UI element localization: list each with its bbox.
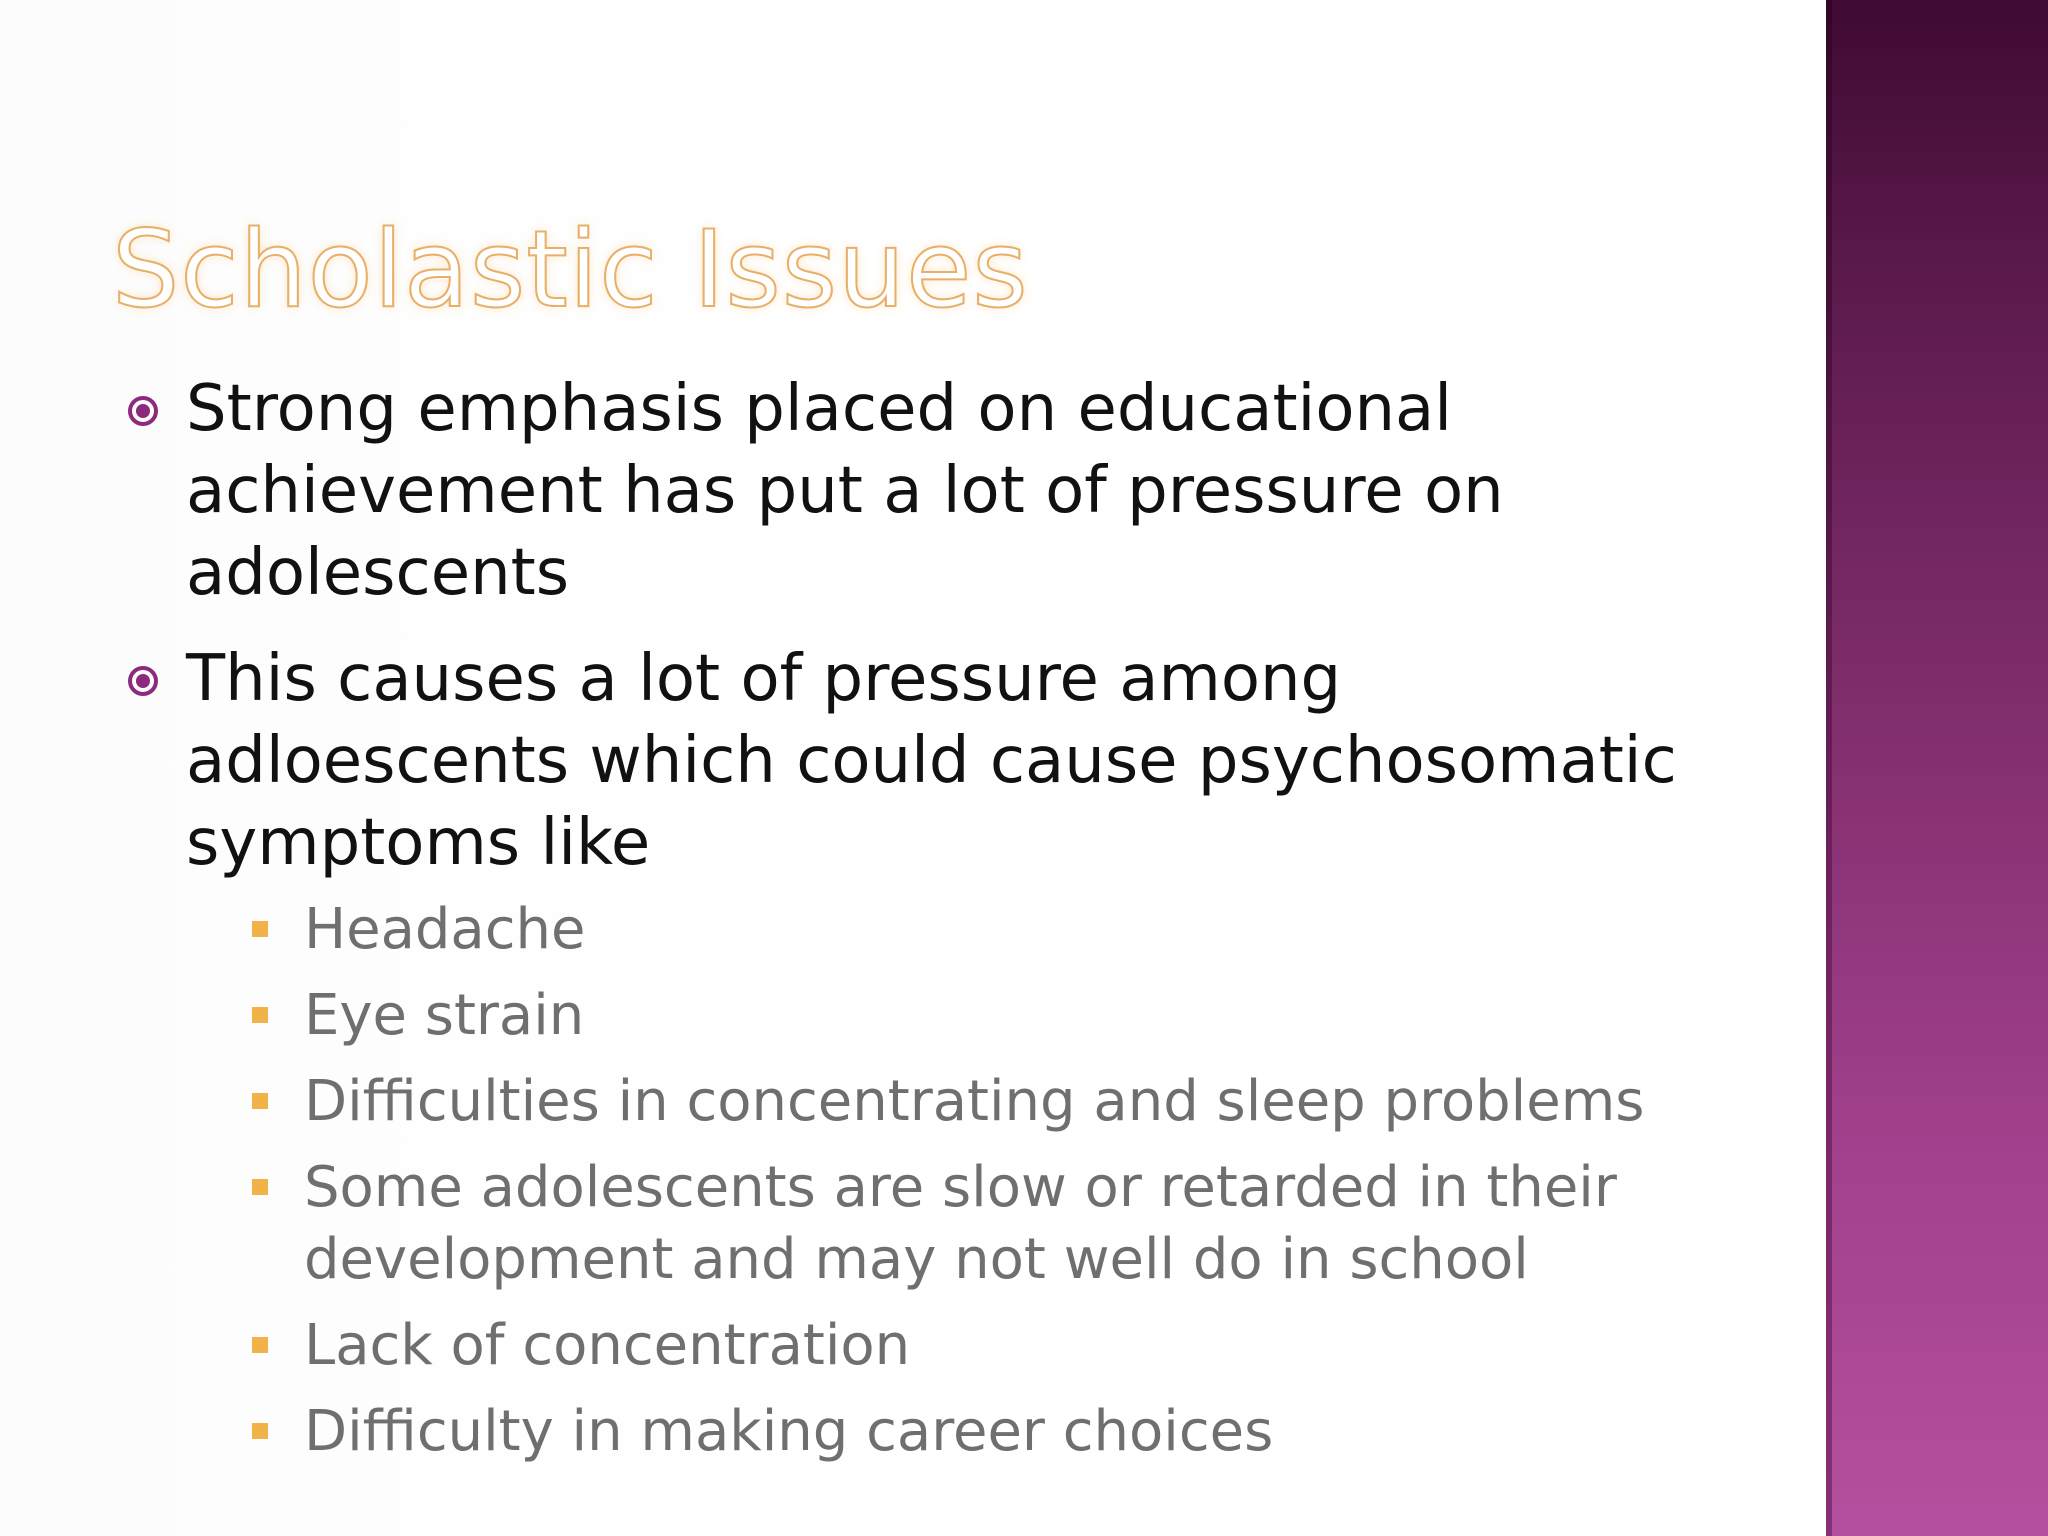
subbullet-4-text: Some adolescents are slow or retarded in their development and may not well do in school [304,1155,1617,1292]
slide-title-text: Scholastic Issues [112,208,1029,331]
subbullet-1-text: Headache [304,897,586,962]
bullet-2-text: This causes a lot of pressure among adloescents which could cause psychosomatic symptoms like [186,642,1677,880]
bullet-1 [122,368,1722,614]
square-bullet-icon [252,1007,268,1023]
bullet-1-text: Strong emphasis placed on educational achievement has put a lot of pressure on adolescents [186,372,1504,610]
bullet-2 [122,638,1722,1468]
square-bullet-icon [252,1423,268,1439]
decorative-side-band [1826,0,2048,1536]
subbullet-2-text: Eye strain [304,983,585,1048]
square-bullet-icon [252,1093,268,1109]
slide-content [122,368,1722,1492]
subbullet-list [186,894,1722,1468]
subbullet-4 [252,1152,1722,1296]
subbullet-3 [252,1066,1722,1138]
subbullet-1 [252,894,1722,966]
subbullet-5-text: Lack of concentration [304,1313,911,1378]
slide-title [112,205,1762,335]
subbullet-2 [252,980,1722,1052]
square-bullet-icon [252,1179,268,1195]
subbullet-3-text: Difficulties in concentrating and sleep problems [304,1069,1645,1134]
square-bullet-icon [252,1337,268,1353]
subbullet-5 [252,1310,1722,1382]
subbullet-6 [252,1396,1722,1468]
circle-dot-bullet-icon [128,666,158,696]
circle-dot-bullet-icon [128,396,158,426]
subbullet-6-text: Difficulty in making career choices [304,1399,1274,1464]
square-bullet-icon [252,921,268,937]
